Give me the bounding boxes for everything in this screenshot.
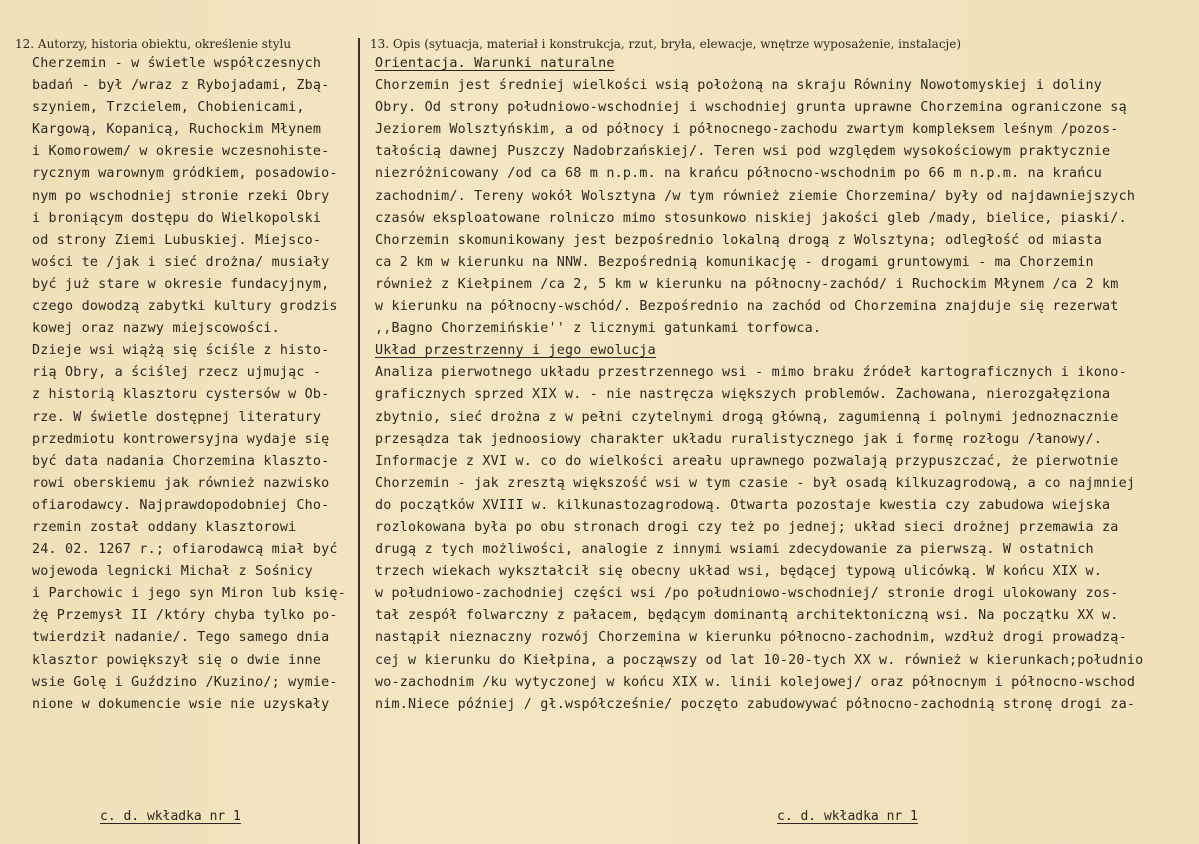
history-text-line: rzemin został oddany klasztorowi bbox=[32, 519, 297, 535]
right-continuation-note: c. d. wkładka nr 1 bbox=[777, 809, 918, 824]
history-text-column bbox=[32, 53, 346, 716]
description-text-line: do początków XVIII w. kilkunastozagrodową. Otwarta pozostaje kwestia czy zabudowa wiejska bbox=[375, 497, 1111, 513]
description-text-line: Chorzemin - jak zresztą większość wsi w tym czasie - był osadą kilkuzagrodową, a co najmniej bbox=[375, 475, 1136, 491]
section-13-header: 13. Opis (sytuacja, materiał i konstrukcja, rzut, bryła, elewacje, wnętrze wyposażenie, instalacje) bbox=[370, 37, 962, 51]
history-text-line: wości te /jak i sieć drożna/ musiały bbox=[32, 254, 330, 270]
description-text-line: przesądza tak jednoosiowy charakter układu ruralistycznego jak i formę rozłogu /łanowy/. bbox=[375, 431, 1103, 447]
history-text-line: kowej oraz nazwy miejscowości. bbox=[32, 321, 280, 337]
description-text-line: tałością dawnej Puszczy Nadobrzańskiej/. Teren wsi pod względem wysokościowym praktycznie bbox=[375, 144, 1111, 160]
history-text-line: czego dowodzą zabytki kultury grodzis bbox=[32, 299, 338, 315]
history-text-line: klasztor powiększył się o dwie inne bbox=[32, 652, 322, 668]
description-text-line: drugą z tych możliwości, analogie z innymi wsiami zdecydowanie za pierwszą. W ostatnich bbox=[375, 542, 1094, 558]
description-text-line: również z Kiełpinem /ca 2, 5 km w kierunku na północny-zachód/ i Ruchockim Młynem /ca 2 km bbox=[375, 276, 1119, 292]
section-12-header: 12. Autorzy, historia obiektu, określenie stylu bbox=[15, 37, 292, 51]
description-text-line: niezróżnicowany /od ca 68 m n.p.m. na krańcu północno-wschodnim po 66 m n.p.m. na krańcu bbox=[375, 166, 1103, 182]
description-text-line: w kierunku na północny-wschód/. Bezpośrednio na zachód od Chorzemina znajduje się rezerwat bbox=[375, 299, 1119, 315]
description-text-line: rozlokowana była po obu stronach drogi czy też po jednej; układ sieci drożnej przemawia za bbox=[375, 519, 1119, 535]
column-divider bbox=[358, 38, 360, 844]
description-text-line: Chorzemin skomunikowany jest bezpośrednio lokalną drogą z Wolsztyna; odległość od miasta bbox=[375, 232, 1103, 248]
history-text-line: Dzieje wsi wiążą się ściśle z histo- bbox=[32, 343, 330, 359]
description-text-line: Informacje z XVI w. co do wielkości areału uprawnego pozwalają przypuszczać, że pierwotnie bbox=[375, 453, 1119, 469]
history-text-line: żę Przemysł II /który chyba tylko po- bbox=[32, 608, 338, 624]
description-text-line: ,,Bagno Chorzemińskie'' z licznymi gatunkami torfowca. bbox=[375, 321, 822, 337]
history-text-line: twierdził nadanie/. Tego samego dnia bbox=[32, 630, 330, 646]
history-text-line: rze. W świetle dostępnej literatury bbox=[32, 409, 322, 425]
description-text-line: zachodnim/. Tereny wokół Wolsztyna /w tym również ziemie Chorzemina/ były od najdawniejszych bbox=[375, 188, 1136, 204]
description-text-line: zbytnio, sieć drożna z w pełni czytelnymi drogą główną, zagumienną i polnymi jednoznacznie bbox=[375, 409, 1119, 425]
description-section-heading: Układ przestrzenny i jego ewolucja bbox=[375, 343, 656, 359]
description-text-line: Analiza pierwotnego układu przestrzennego wsi - mimo braku źródeł kartograficznych i ikono- bbox=[375, 365, 1127, 381]
history-text-line: od strony Ziemi Lubuskiej. Miejsco- bbox=[32, 232, 322, 248]
history-text-line: rycznym warownym gródkiem, posadowio- bbox=[32, 166, 338, 182]
history-text-line: Kargową, Kopanicą, Ruchockim Młynem bbox=[32, 122, 322, 138]
history-text-line: badań - był /wraz z Rybojadami, Zbą- bbox=[32, 78, 330, 94]
history-text-line: rią Obry, a ściślej rzecz ujmując - bbox=[32, 365, 322, 381]
description-text-line: nim.Niece później / gł.współcześnie/ poczęto zabudowywać północno-zachodnią stronę drogi za- bbox=[375, 696, 1136, 712]
description-text-line: Obry. Od strony południowo-wschodniej i wschodniej grunta uprawne Chorzemina ograniczone są bbox=[375, 100, 1127, 116]
history-text-line: wsie Golę i Guździno /Kuzino/; wymie- bbox=[32, 674, 338, 690]
history-text-line: wojewoda legnicki Michał z Sośnicy bbox=[32, 564, 313, 580]
description-text-line: w południowo-zachodniej części wsi /po południowo-wschodniej/ stronie drogi ulokowany zos- bbox=[375, 586, 1119, 602]
left-continuation-note: c. d. wkładka nr 1 bbox=[100, 809, 241, 824]
description-text-line: graficznych sprzed XIX w. - nie nastręcza większych problemów. Zachowana, nierozgałęziona bbox=[375, 387, 1111, 403]
history-text-line: 24. 02. 1267 r.; ofiarodawcą miał być bbox=[32, 542, 338, 558]
description-text-column bbox=[375, 53, 1143, 716]
description-text-line: nastąpił nieznaczny rozwój Chorzemina w kierunku północno-zachodnim, wzdłuż drogi prowadzą- bbox=[375, 630, 1127, 646]
history-text-line: przedmiotu kontrowersyjna wydaje się bbox=[32, 431, 330, 447]
description-text-line: trzech wiekach wykształcił się obecny układ wsi, będącej typową ulicówką. W końcu XIX w. bbox=[375, 564, 1103, 580]
history-text-line: rowi oberskiemu jak również nazwisko bbox=[32, 475, 330, 491]
history-text-line: i Komorowem/ w okresie wczesnohiste- bbox=[32, 144, 330, 160]
history-text-line: nym po wschodniej stronie rzeki Obry bbox=[32, 188, 330, 204]
history-text-line: Cherzemin - w świetle współczesnych bbox=[32, 56, 322, 71]
history-text-line: i broniącym dostępu do Wielkopolski bbox=[32, 210, 322, 226]
description-section-heading: Orientacja. Warunki naturalne bbox=[375, 56, 615, 71]
history-text-line: ofiarodawcy. Najprawdopodobniej Cho- bbox=[32, 497, 330, 513]
description-text-line: Chorzemin jest średniej wielkości wsią położoną na skraju Równiny Nowotomyskiej i doliny bbox=[375, 78, 1103, 94]
description-text-line: wo-zachodnim /ku wytyczonej w końcu XIX w. linii kolejowej/ oraz północnym i północno-wschod bbox=[375, 674, 1136, 690]
history-text-line: nione w dokumencie wsie nie uzyskały bbox=[32, 696, 330, 712]
description-text-line: Jeziorem Wolsztyńskim, a od północy i północnego-zachodu zwartym kompleksem leśnym /pozos- bbox=[375, 122, 1119, 138]
description-text-line: cej w kierunku do Kiełpina, a począwszy od lat 10-20-tych XX w. również w kierunkach;południo bbox=[375, 652, 1144, 668]
history-text-line: z historią klasztoru cystersów w Ob- bbox=[32, 387, 330, 403]
history-text-line: być już stare w okresie fundacyjnym, bbox=[32, 276, 330, 292]
history-text-line: i Parchowic i jego syn Miron lub księ- bbox=[32, 586, 346, 602]
description-text-line: ca 2 km w kierunku na NNW. Bezpośrednią komunikację - drogami gruntowymi - ma Chorzemin bbox=[375, 254, 1094, 270]
description-text-line: tał zespół folwarczny z pałacem, będącym dominantą architektoniczną wsi. Na początku XX w. bbox=[375, 608, 1119, 624]
history-text-line: szyniem, Trzcielem, Chobienicami, bbox=[32, 100, 305, 116]
description-text-line: czasów eksploatowane rolniczo mimo stosunkowo niskiej jakości gleb /mady, bielice, piaski/. bbox=[375, 210, 1127, 226]
history-text-line: być data nadania Chorzemina klaszto- bbox=[32, 453, 330, 469]
